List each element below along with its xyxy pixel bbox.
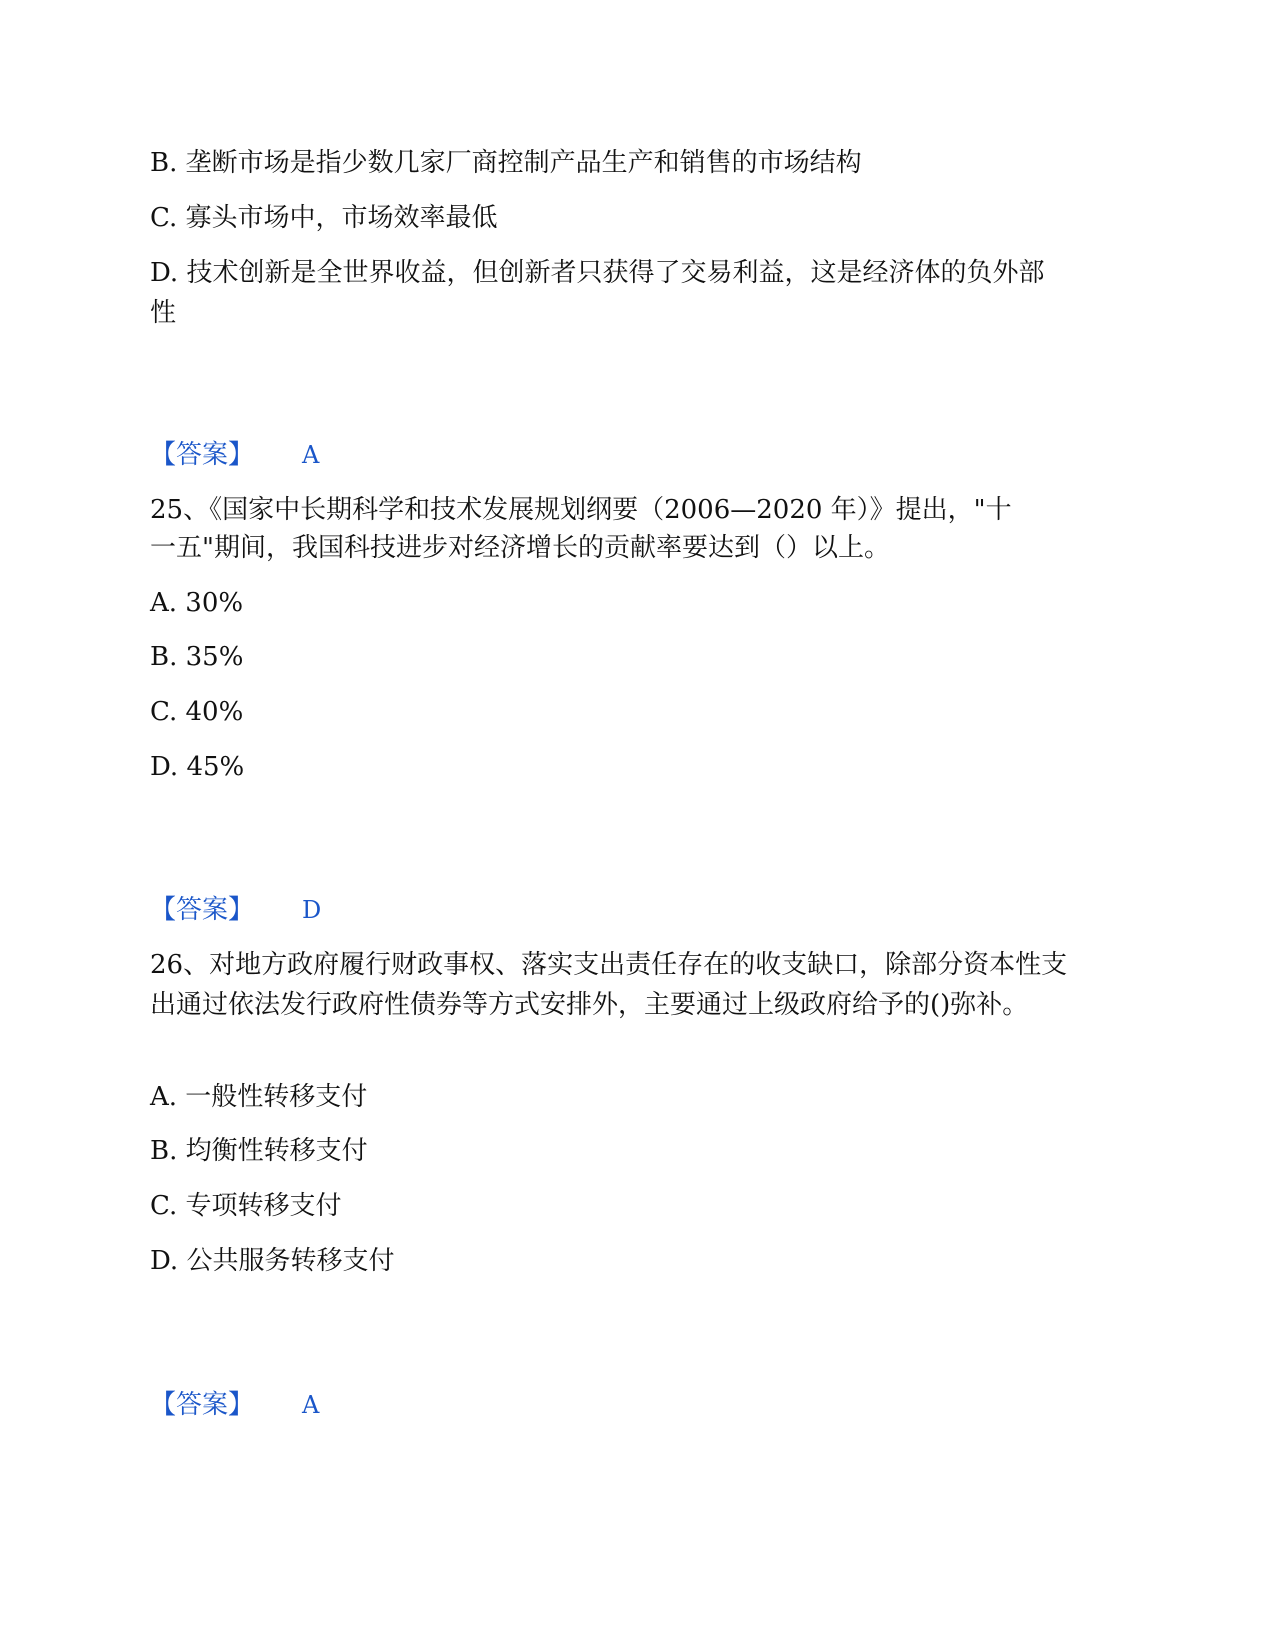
q26-option-a: A. 一般性转移支付 <box>150 1082 368 1112</box>
answer-value: A <box>302 441 320 469</box>
answer-label: 【答案】 <box>150 895 255 925</box>
q25-option-a: A. 30% <box>150 588 244 618</box>
q24-option-b: B. 垄断市场是指少数几家厂商控制产品生产和销售的市场结构 <box>150 148 862 178</box>
q25-option-b: B. 35% <box>150 642 244 672</box>
q26-question: 26、对地方政府履行财政事权、落实支出责任存在的收支缺口，除部分资本性支出通过依法发行政府性债券等方式安排外，主要通过上级政府给予的()弥补。 <box>150 950 1068 1020</box>
q25-question-line-2: 一五"期间，我国科技进步对经济增长的贡献率要达到（）以上。 <box>150 533 890 563</box>
q25-answer <box>150 890 321 930</box>
q26-option-c: C. 专项转移支付 <box>150 1191 342 1221</box>
answer-value: D <box>302 896 322 924</box>
answer-value: A <box>302 1391 320 1419</box>
q25-question-line-1: 25、《国家中长期科学和技术发展规划纲要（2006—2020 年）》提出，"十 <box>150 495 1012 525</box>
answer-label: 【答案】 <box>150 1390 255 1420</box>
q25-option-d: D. 45% <box>150 752 245 782</box>
q24-answer <box>150 435 319 475</box>
q25-option-c: C. 40% <box>150 697 244 727</box>
q26-option-d: D. 公共服务转移支付 <box>150 1246 395 1276</box>
q24-option-c: C. 寡头市场中，市场效率最低 <box>150 203 498 233</box>
q26-option-b: B. 均衡性转移支付 <box>150 1136 368 1166</box>
q24-option-d: D. 技术创新是全世界收益，但创新者只获得了交易利益，这是经济体的负外部性 <box>150 258 1045 328</box>
answer-label: 【答案】 <box>150 440 255 470</box>
q26-answer <box>150 1385 319 1425</box>
